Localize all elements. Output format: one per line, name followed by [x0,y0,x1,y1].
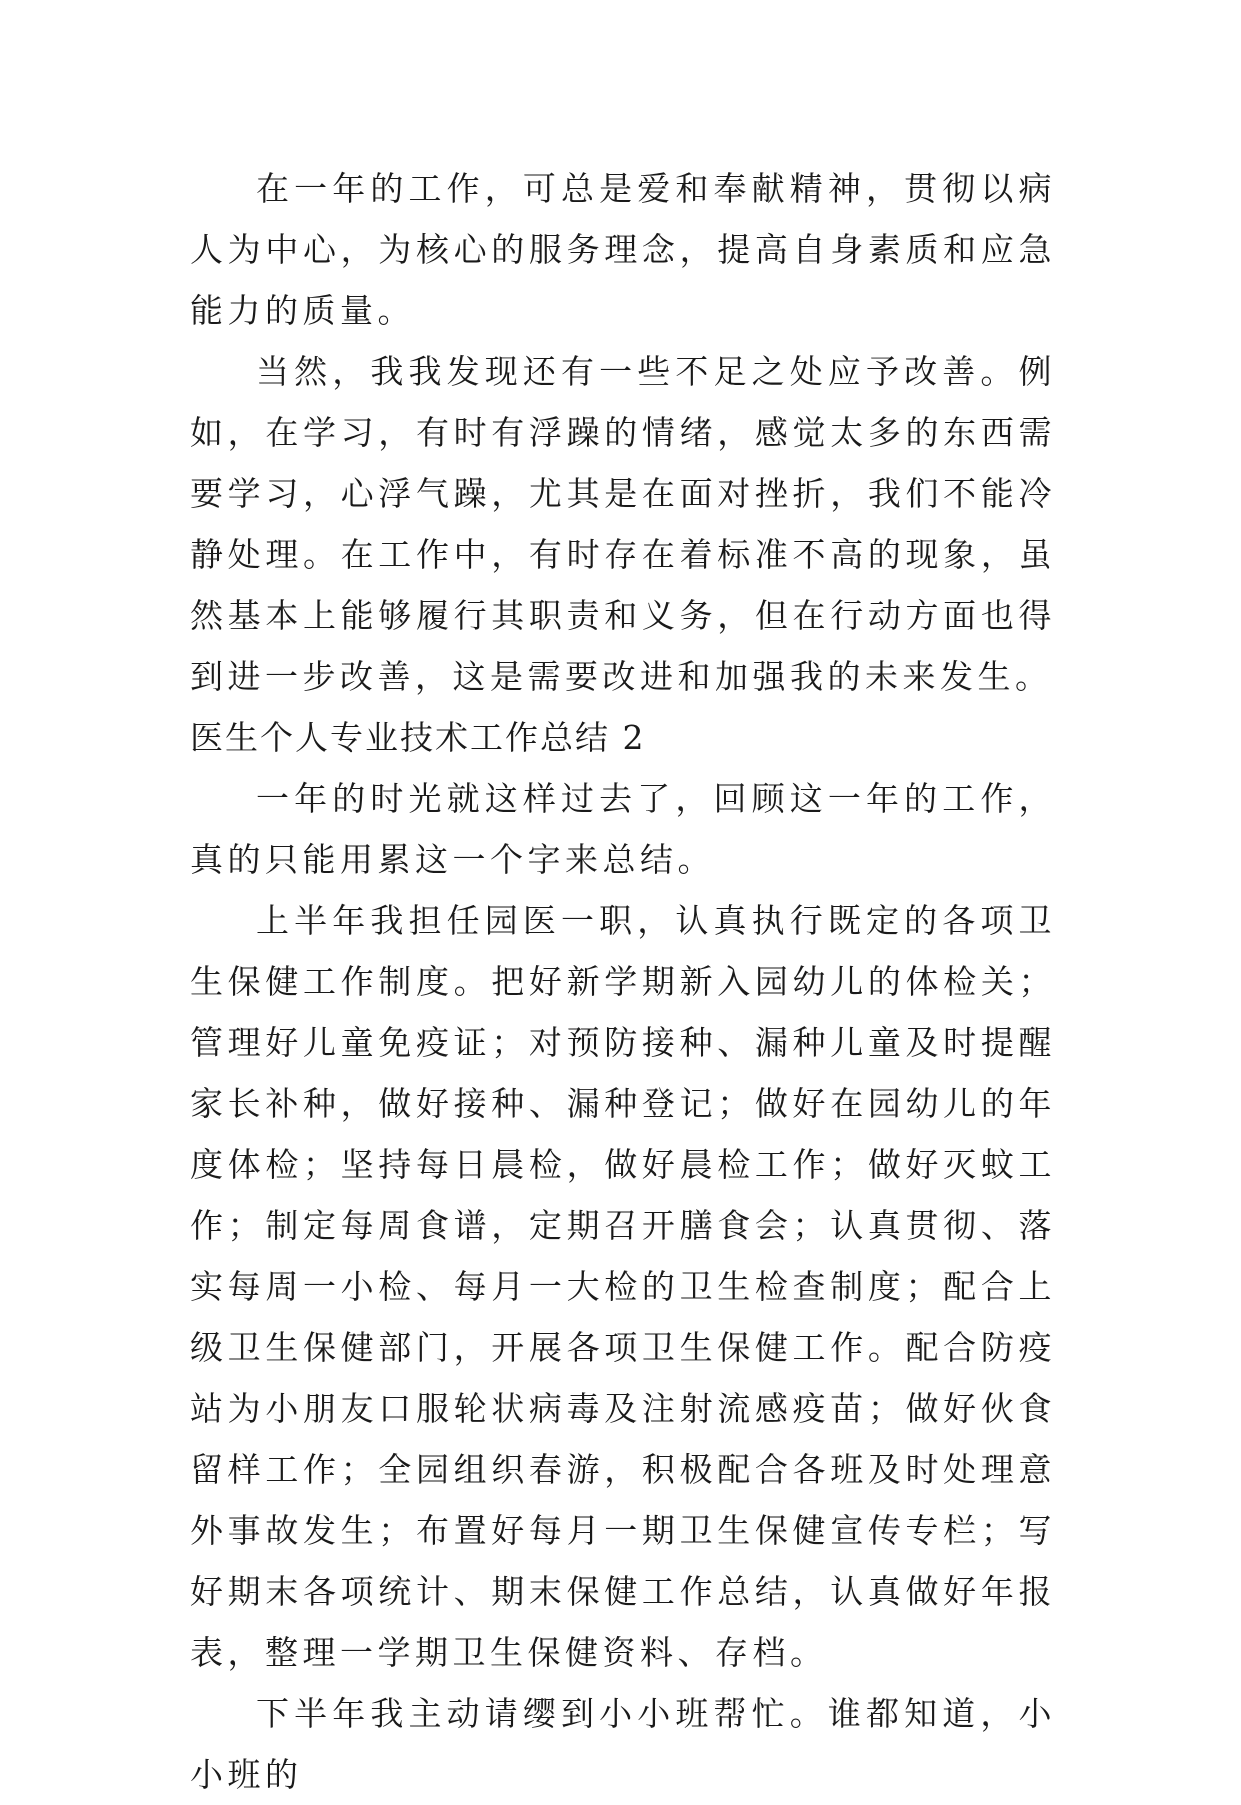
document-body [190,158,1056,1805]
paragraph-2: 当然，我我发现还有一些不足之处应予改善。例如，在学习，有时有浮躁的情绪，感觉太多的东西需要学习，心浮气躁，尤其是在面对挫折，我们不能冷静处理。在工作中，有时存在着标准不高的现象，虽然基本上能够履行其职责和义务，但在行动方面也得到进一步改善，这是需要改进和加强我的未来发生。 [190,352,1056,696]
paragraph-3: 一年的时光就这样过去了，回顾这一年的工作，真的只能用累这一个字来总结。 [190,779,1056,879]
paragraph-5: 下半年我主动请缨到小小班帮忙。谁都知道，小小班的 [190,1694,1056,1794]
paragraph-1: 在一年的工作，可总是爱和奉献精神，贯彻以病人为中心，为核心的服务理念，提高自身素质和应急能力的质量。 [190,169,1056,330]
paragraph-4: 上半年我担任园医一职，认真执行既定的各项卫生保健工作制度。把好新学期新入园幼儿的体检关；管理好儿童免疫证；对预防接种、漏种儿童及时提醒家长补种，做好接种、漏种登记；做好在园幼儿的年度体检；坚持每日晨检，做好晨检工作；做好灭蚊工作；制定每周食谱，定期召开膳食会；认真贯彻、落实每周一小检、每月一大检的卫生检查制度；配合上级卫生保健部门，开展各项卫生保健工作。配合防疫站为小朋友口服轮状病毒及注射流感疫苗；做好伙食留样工作；全园组织春游，积极配合各班及时处理意外事故发生；布置好每月一期卫生保健宣传专栏；写好期末各项统计、期末保健工作总结，认真做好年报表，整理一学期卫生保健资料、存档。 [190,901,1056,1672]
section-heading: 医生个人专业技术工作总结 2 [190,718,646,757]
